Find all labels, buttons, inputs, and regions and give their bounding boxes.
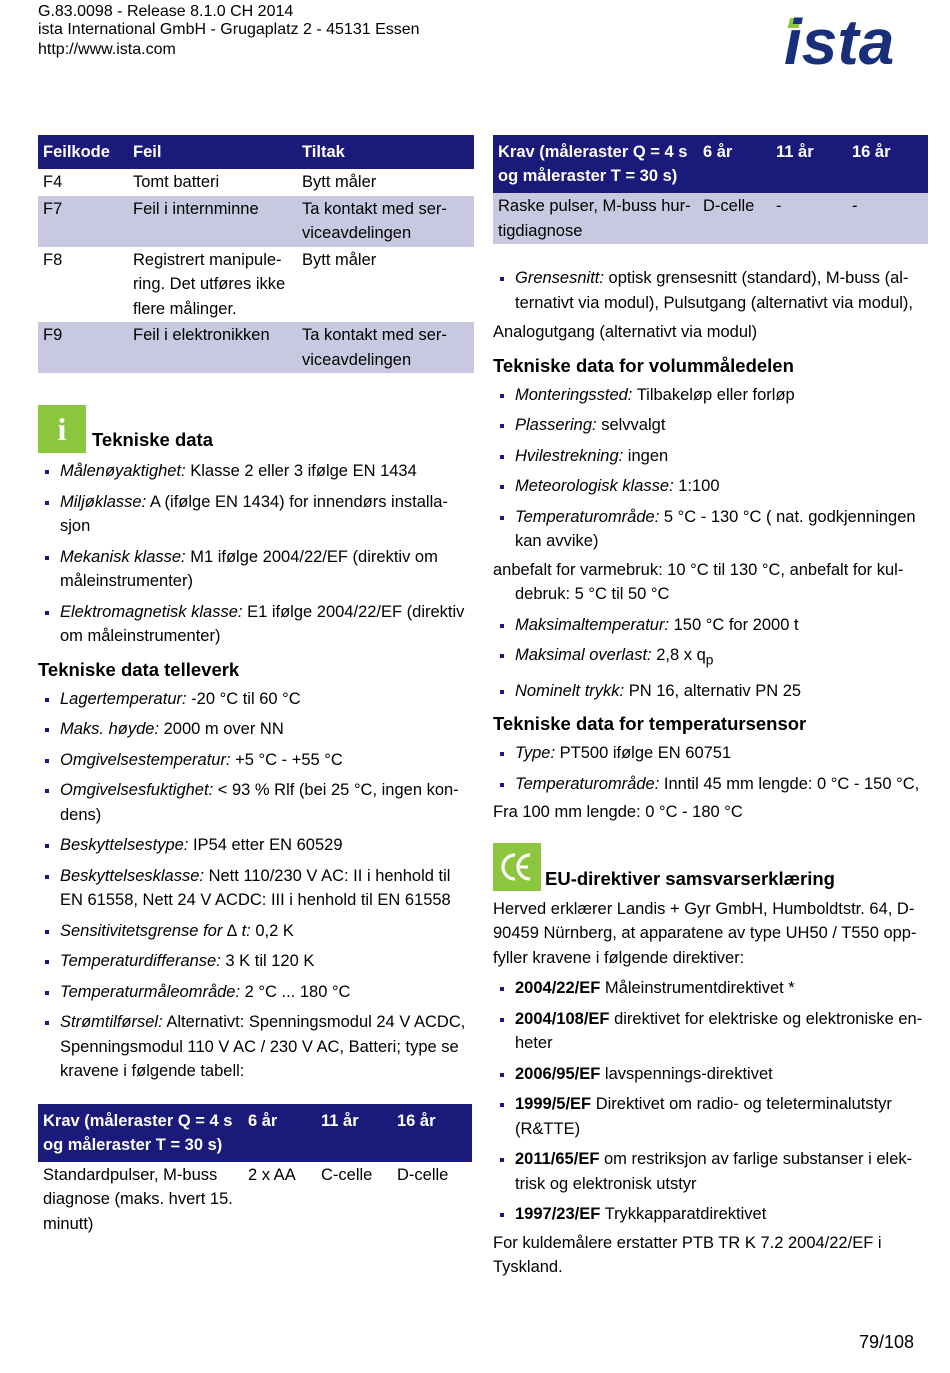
list-item: Maks. høyde: 2000 m over NN	[38, 717, 474, 742]
table-cell: Ta kontakt med ser-viceavdelingen	[297, 322, 474, 373]
table-cell: Registrert manipule-ring. Det utføres ikke flere målinger.	[128, 247, 297, 323]
list-item: Temperaturområde: Inntil 45 mm lengde: 0 °C - 150 °C,	[493, 772, 928, 797]
table-row	[38, 196, 474, 247]
table-row	[493, 193, 928, 244]
section-title: EU-direktiver samsvarserklæring	[545, 867, 835, 889]
list-item: Temperaturmåleområde: 2 °C ... 180 °C	[38, 980, 474, 1005]
table-row	[38, 169, 474, 196]
table-cell: Feil i internminne	[128, 196, 297, 247]
temperatursensor-continuation: Fra 100 mm lengde: 0 °C - 180 °C	[493, 803, 743, 822]
table-cell: 2 x AA	[243, 1162, 316, 1238]
list-item: Maksimal overlast: 2,8 x $q_p$	[493, 643, 928, 673]
table-cell: Feil i elektronikken	[128, 322, 297, 373]
krav-header: 6 år	[698, 135, 771, 193]
ista-logo	[782, 4, 932, 68]
volum-list-2	[493, 613, 928, 704]
table-cell: Ta kontakt med ser-viceavdelingen	[297, 196, 474, 247]
krav-header: 16 år	[847, 135, 928, 193]
table-cell: F7	[38, 196, 128, 247]
table-cell: Tomt batteri	[128, 169, 297, 196]
list-item: 1997/23/EF Trykkapparatdirektivet	[493, 1202, 928, 1227]
table-cell: F8	[38, 247, 128, 323]
list-item: Grensesnitt: optisk grensesnitt (standard), M-buss (al-ternativt via modul), Pulsutgang (alternativt via modul),	[493, 266, 928, 315]
krav-table-right	[493, 135, 928, 244]
header-company: ista International GmbH - Grugaplatz 2 - 45131 Essen	[38, 21, 420, 38]
grensesnitt-continuation: Analogutgang (alternativt via modul)	[493, 323, 758, 341]
table-cell: Bytt måler	[297, 169, 474, 196]
eu-intro: Herved erklærer Landis + Gyr GmbH, Humboldtstr. 64, D-90459 Nürnberg, at apparatene av type UH50 / T550 opp-fyller kravene i følgende direktiver:	[493, 899, 917, 967]
krav-table-left	[38, 1104, 472, 1238]
list-item: Lagertemperatur: -20 °C til 60 °C	[38, 687, 474, 712]
list-item: 2004/22/EF Måleinstrumentdirektivet *	[493, 976, 928, 1001]
krav-header: 6 år	[243, 1104, 316, 1162]
tekniske-data-heading	[38, 405, 474, 453]
list-item: Hvilestrekning: ingen	[493, 444, 928, 469]
table-cell: -	[771, 193, 847, 244]
list-item: Beskyttelsesklasse: Nett 110/230 V AC: II i henhold til EN 61558, Nett 24 V ACDC: III i henhold til EN 61558	[38, 864, 474, 913]
list-item: Sensitivitetsgrense for ∆ t: 0,2 K	[38, 919, 474, 944]
table-cell: Standardpulser, M-buss diagnose (maks. hvert 15. minutt)	[38, 1162, 243, 1238]
list-item: 2011/65/EF om restriksjon av farlige substanser i elek-trisk og elektronisk utstyr	[493, 1147, 928, 1196]
page-number: 79/108	[858, 1332, 914, 1352]
info-icon: i	[38, 405, 86, 453]
table-cell: D-celle	[392, 1162, 472, 1238]
list-item: Type: PT500 ifølge EN 60751	[493, 741, 928, 766]
list-item: Miljøklasse: A (ifølge EN 1434) for innendørs installa-sjon	[38, 490, 474, 539]
table-cell: F4	[38, 169, 128, 196]
table-row	[38, 322, 474, 373]
section-title: Tekniske data for temperatursensor	[493, 713, 807, 735]
table-cell: Bytt måler	[297, 247, 474, 323]
error-table-header: Tiltak	[297, 135, 474, 169]
error-table-header: Feilkode	[38, 135, 128, 169]
list-item: 1999/5/EF Direktivet om radio- og teleterminalutstyr (R&TTE)	[493, 1092, 928, 1141]
eu-heading	[493, 843, 928, 891]
table-cell: Raske pulser, M-buss hur-tigdiagnose	[493, 193, 698, 244]
krav-header: 11 år	[316, 1104, 392, 1162]
list-item: Temperaturdifferanse: 3 K til 120 K	[38, 949, 474, 974]
list-item: Beskyttelsestype: IP54 etter EN 60529	[38, 833, 474, 858]
header-url: http://www.ista.com	[38, 41, 176, 58]
krav-header: Krav (måleraster Q = 4 s og måleraster T = 30 s)	[38, 1104, 243, 1162]
list-item: Monteringssted: Tilbakeløp eller forløp	[493, 383, 928, 408]
table-row	[38, 247, 474, 323]
list-item: Nominelt trykk: PN 16, alternativ PN 25	[493, 679, 928, 704]
header-release: G.83.0098 - Release 8.1.0 CH 2014	[38, 3, 294, 20]
list-item: Maksimaltemperatur: 150 °C for 2000 t	[493, 613, 928, 638]
table-cell: F9	[38, 322, 128, 373]
error-table-header: Feil	[128, 135, 297, 169]
krav-header: 11 år	[771, 135, 847, 193]
telleverk-list	[38, 687, 474, 1084]
list-item: Omgivelsesfuktighet: < 93 % Rlf (bei 25 °C, ingen kon-dens)	[38, 778, 474, 827]
table-cell: D-celle	[698, 193, 771, 244]
tekniske-data-list	[38, 459, 474, 649]
list-item: Omgivelsestemperatur: +5 °C - +55 °C	[38, 748, 474, 773]
list-item: Målenøyaktighet: Klasse 2 eller 3 ifølge EN 1434	[38, 459, 474, 484]
list-item: Meteorologisk klasse: 1:100	[493, 474, 928, 499]
temperatursensor-list	[493, 741, 928, 796]
krav-header: 16 år	[392, 1104, 472, 1162]
volum-list	[493, 383, 928, 554]
grensesnitt-list	[493, 266, 928, 315]
table-cell: C-celle	[316, 1162, 392, 1238]
list-item: Mekanisk klasse: M1 ifølge 2004/22/EF (direktiv om måleinstrumenter)	[38, 545, 474, 594]
svg-text:ista: ista	[784, 6, 895, 68]
list-item: Elektromagnetisk klasse: E1 ifølge 2004/22/EF (direktiv om måleinstrumenter)	[38, 600, 474, 649]
section-title: Tekniske data telleverk	[38, 658, 240, 680]
list-item: Temperaturområde: 5 °C - 130 °C ( nat. godkjenningen kan avvike)	[493, 505, 928, 554]
eu-footer-note: For kuldemålere erstatter PTB TR K 7.2 2004/22/EF i Tyskland.	[493, 1233, 882, 1277]
krav-header: Krav (måleraster Q = 4 s og måleraster T = 30 s)	[493, 135, 698, 193]
ce-mark-icon	[493, 843, 541, 891]
eu-list	[493, 976, 928, 1227]
list-item: Strømtilførsel: Alternativt: Spenningsmodul 24 V ACDC, Spenningsmodul 110 V AC / 230 V AC, Batteri; type se kravene i følgende tabell:	[38, 1010, 474, 1084]
list-item: 2004/108/EF direktivet for elektriske og elektroniske en-heter	[493, 1007, 928, 1056]
list-item: 2006/95/EF lavspennings-direktivet	[493, 1062, 928, 1087]
section-title: Tekniske data	[92, 429, 213, 450]
section-title: Tekniske data for volummåledelen	[493, 354, 794, 376]
table-row	[38, 1162, 472, 1238]
list-item: Plassering: selvvalgt	[493, 413, 928, 438]
right-column	[493, 135, 928, 1286]
error-table	[38, 135, 474, 373]
left-column	[38, 135, 474, 1237]
anbefalt-text: anbefalt for varmebruk: 10 °C til 130 °C, anbefalt for kul-debruk: 5 °C til 50 °C	[493, 560, 904, 603]
table-cell: -	[847, 193, 928, 244]
